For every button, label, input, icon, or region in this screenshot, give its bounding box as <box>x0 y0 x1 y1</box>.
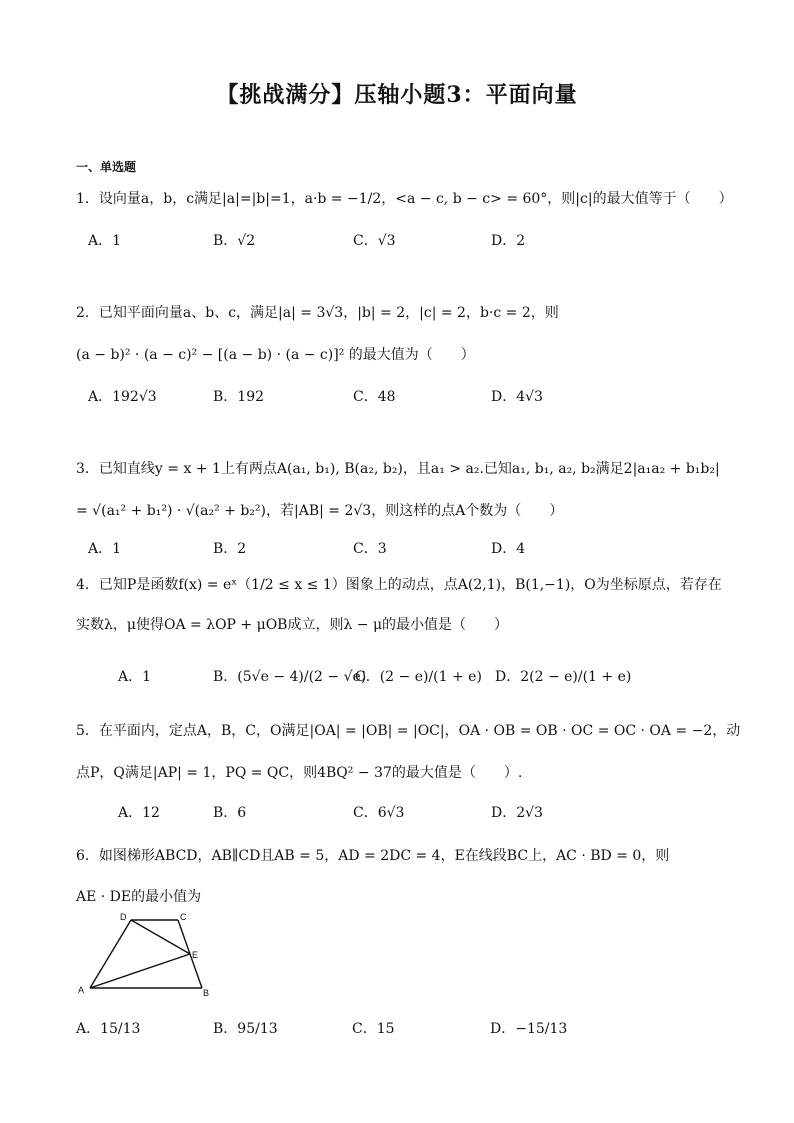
question-6-stem-line2: AE · DE的最小值为 <box>76 889 202 905</box>
question-4-stem-line1: 4．已知P是函数f(x) = eˣ（1/2 ≤ x ≤ 1）图象上的动点，点A(2,1)，B(1,−1)，O为坐标原点，若存在 <box>76 577 722 593</box>
q6-option-a: A．15/13 <box>76 1021 141 1037</box>
edge-ad <box>90 920 131 988</box>
q1-option-b: B．√2 <box>213 233 256 249</box>
question-5-stem-line2: 点P，Q满足|AP| = 1，PQ = QC，则4BQ² − 37的最大值是（ ）. <box>76 765 523 781</box>
q5-option-c: C．6√3 <box>353 805 405 821</box>
label-d: D <box>120 912 127 922</box>
q2-option-b: B．192 <box>213 389 265 405</box>
question-2-stem-line2: (a − b)² · (a − c)² − [(a − b) · (a − c)]² 的最大值为（ ） <box>76 347 475 363</box>
question-1-stem: 1．设向量a，b，c满足|a|=|b|=1，a·b = −1/2，<a − c, b − c> = 60°，则|c|的最大值等于（ ） <box>76 191 733 207</box>
q5-option-a: A．12 <box>118 805 160 821</box>
q6-option-d: D．−15/13 <box>490 1021 568 1037</box>
q1-option-d: D．2 <box>491 233 526 249</box>
q1-option-c: C．√3 <box>353 233 396 249</box>
segment-de <box>131 920 190 954</box>
question-3-stem-line1: 3．已知直线y = x + 1上有两点A(a₁, b₁), B(a₂, b₂)，且a₁ > a₂.已知a₁, b₁, a₂, b₂满足2|a₁a₂ + b₁b₂| <box>76 461 720 477</box>
q4-option-c: C．(2 − e)/(1 + e) <box>355 669 482 685</box>
q3-option-c: C．3 <box>353 541 387 557</box>
question-3-stem-line2: = √(a₁² + b₁²) · √(a₂² + b₂²)，若|AB| = 2√3，则这样的点A个数为（ ） <box>76 503 564 519</box>
q2-option-a: A．192√3 <box>88 389 157 405</box>
q6-option-c: C．15 <box>352 1021 395 1037</box>
segment-ae <box>90 954 190 988</box>
q4-option-b: B．(5√e − 4)/(2 − √e) <box>213 669 367 685</box>
question-4-stem-line2: 实数λ，μ使得OA = λOP + μOB成立，则λ − μ的最小值是（ ） <box>76 617 509 633</box>
q3-option-b: B．2 <box>213 541 247 557</box>
question-2-stem-line1: 2．已知平面向量a、b、c，满足|a| = 3√3，|b| = 2，|c| = 2，b·c = 2，则 <box>76 305 559 321</box>
trapezoid-figure <box>76 910 216 1000</box>
question-6-stem-line1: 6．如图梯形ABCD，AB∥CD且AB = 5，AD = 2DC = 4，E在线段BC上，AC · BD = 0，则 <box>76 848 670 864</box>
label-a: A <box>78 985 85 995</box>
q5-option-b: B．6 <box>213 805 247 821</box>
q2-option-d: D．4√3 <box>491 389 543 405</box>
section-heading: 一、单选题 <box>76 160 137 174</box>
q1-option-a: A．1 <box>88 233 122 249</box>
q4-option-d: D．2(2 − e)/(1 + e) <box>495 669 632 685</box>
q3-option-a: A．1 <box>88 541 122 557</box>
label-b: B <box>203 988 210 998</box>
q6-option-b: B．95/13 <box>213 1021 278 1037</box>
q2-option-c: C．48 <box>353 389 396 405</box>
label-e: E <box>192 950 199 960</box>
q3-option-d: D．4 <box>491 541 526 557</box>
q4-option-a: A．1 <box>118 669 152 685</box>
page-title: 【挑战满分】压轴小题3：平面向量 <box>216 82 578 108</box>
q5-option-d: D．2√3 <box>491 805 543 821</box>
question-5-stem-line1: 5．在平面内，定点A，B，C，O满足|OA| = |OB| = |OC|，OA · OB = OB · OC = OC · OA = −2，动 <box>76 723 741 739</box>
label-c: C <box>180 912 187 922</box>
